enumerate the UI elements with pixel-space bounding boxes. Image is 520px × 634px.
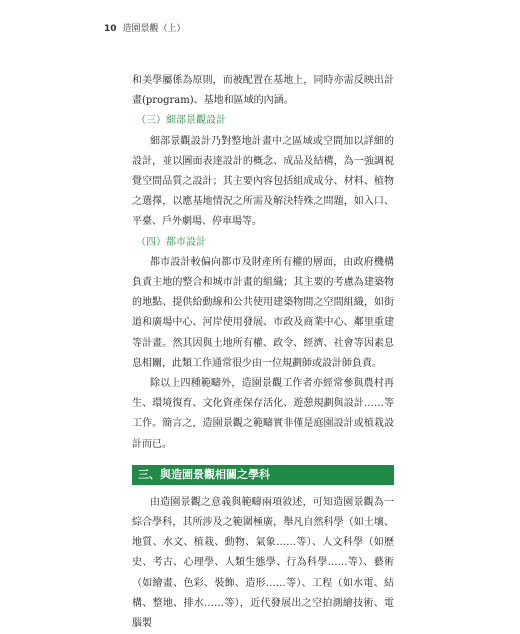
paragraph-detail-design: 細部景觀設計乃對整地計畫中之區域或空間加以詳細的設計，並以圖面表達設計的概念、成品及結構，為一強調視覺空間品質之設計；其主要內容包括組成成分、材料、植物之選擇，以應基地情況之所需及解決特殊之問題，如入口、平臺、戶外劇場、停車場等。 xyxy=(132,135,394,228)
book-title: 造園景觀（上） xyxy=(122,24,186,34)
paragraph-intro: 和美學屬係為原則，而被配置在基地上，同時亦需反映出計畫(program)、基地和區域的內涵。 xyxy=(132,75,394,107)
page-number: 10 xyxy=(104,24,117,34)
paragraph-urban-design: 都市設計較偏向都市及財產所有權的層面，由政府機構負責主地的整合和城市計畫的組織；其主要的考慮為建築物的地點、提供給動線和公共使用建築物間之空間組織，如街道和廣場中心、河岸使用發展、市政及商業中心、鄰里重建等計畫。然其因與土地所有權、政令、經濟、社會等因素息息相關，此類工作通常很少由一位規劃師或設計師負責。 xyxy=(132,256,394,369)
subheading-detail-design: （三）細部景觀設計 xyxy=(136,115,226,127)
paragraph-summary: 除以上四種範疇外，造園景觀工作者亦經常參與農村再生、環境復育、文化資產保存活化、遊憩規劃與設計……等工作。簡言之，造園景觀之範疇實非僅是庭園設計或植栽設計而已。 xyxy=(132,378,394,450)
body-text xyxy=(132,71,394,634)
running-header xyxy=(104,21,186,34)
paragraph-disciplines: 由造園景觀之意義與範疇兩項敘述，可知造園景觀為一綜合學科，其所涉及之範圍極廣，舉凡自然科學（如土壤、地質、水文、植栽、動物、氣象……等）、人文科學（如歷史、考古、心理學、人類生態學、行為科學……等）、藝術（如繪畫、色彩、裝飾、造形……等）、工程（如水電、結構、整地、排水……等），近代發展出之空拍測繪技術、電腦製 xyxy=(132,496,394,630)
subheading-urban-design: （四）都市設計 xyxy=(136,236,206,248)
section-heading-related-disciplines: 三、與造園景觀相關之學科 xyxy=(132,465,394,485)
